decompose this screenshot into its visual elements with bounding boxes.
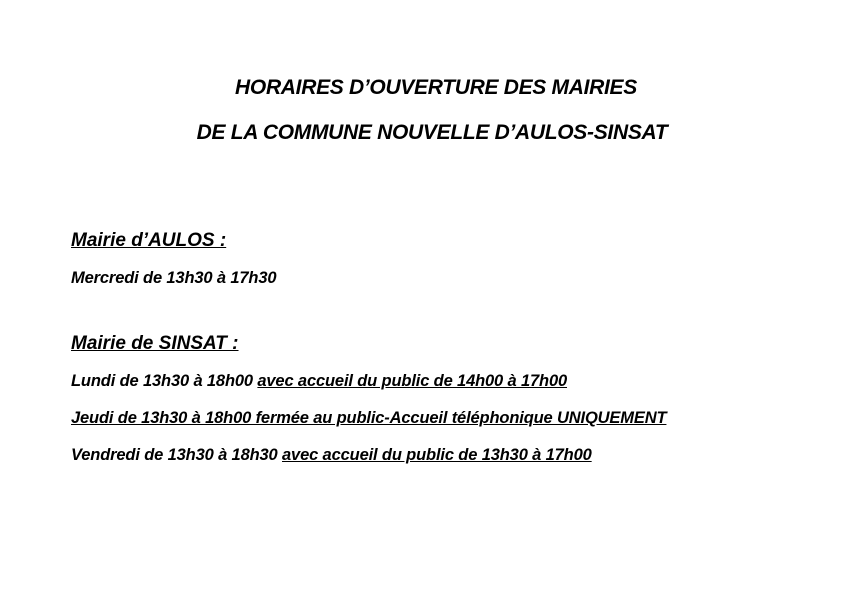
schedule-text: Lundi de 13h30 à 18h00 bbox=[71, 372, 258, 390]
schedule-text: Vendredi de 13h30 à 18h30 bbox=[71, 446, 283, 464]
schedule-line-sinsat-friday bbox=[71, 446, 592, 465]
schedule-public-hours: avec accueil du public de 14h00 à 17h00 bbox=[257, 372, 568, 390]
schedule-public-hours: Jeudi de 13h30 à 18h00 fermée au public-Accueil téléphonique UNIQUEMENT bbox=[71, 409, 667, 427]
schedule-public-hours: avec accueil du public de 13h30 à 17h00 bbox=[282, 446, 592, 464]
schedule-line-aulos-wednesday bbox=[71, 269, 276, 288]
schedule-text: Mercredi de 13h30 à 17h30 bbox=[71, 269, 277, 287]
section-heading-aulos: Mairie d’AULOS : bbox=[71, 230, 227, 251]
document-title-line-1: HORAIRES D’OUVERTURE DES MAIRIES bbox=[235, 76, 637, 99]
section-heading-sinsat: Mairie de SINSAT : bbox=[71, 333, 239, 354]
document-title-line-2: DE LA COMMUNE NOUVELLE D’AULOS-SINSAT bbox=[196, 121, 668, 144]
schedule-line-sinsat-monday bbox=[71, 372, 567, 391]
schedule-line-sinsat-thursday bbox=[71, 409, 666, 428]
